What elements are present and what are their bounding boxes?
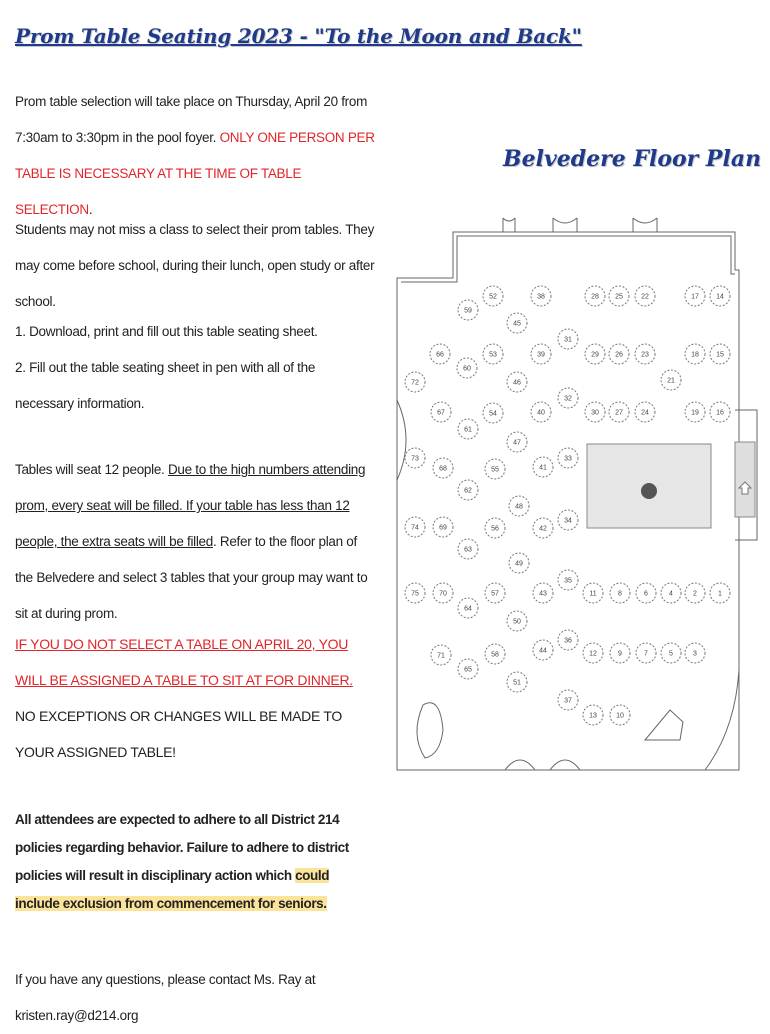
table-33 [558, 448, 578, 468]
table-7 [636, 643, 656, 663]
table-number: 54 [489, 410, 497, 418]
table-number: 63 [464, 546, 472, 554]
table-number: 27 [615, 409, 623, 417]
table-52 [483, 286, 503, 306]
table-21 [661, 370, 681, 390]
step-item: 2. Fill out the table seating sheet in pen with all of the necessary information. [15, 360, 316, 411]
table-34 [558, 510, 578, 530]
table-number: 37 [564, 697, 572, 705]
table-6 [636, 583, 656, 603]
table-number: 70 [439, 590, 447, 598]
warning-rest: NO EXCEPTIONS OR CHANGES WILL BE MADE TO YOUR ASSIGNED TABLE! [15, 708, 342, 760]
table-number: 66 [436, 351, 444, 359]
table-number: 3 [693, 650, 697, 658]
table-38 [531, 286, 551, 306]
table-number: 10 [616, 712, 624, 720]
table-25 [609, 286, 629, 306]
table-number: 1 [718, 590, 722, 598]
table-number: 31 [564, 336, 572, 344]
table-number: 72 [411, 379, 419, 387]
table-47 [507, 432, 527, 452]
table-number: 47 [513, 439, 521, 447]
table-number: 50 [513, 618, 521, 626]
table-number: 73 [411, 455, 419, 463]
table-15 [710, 344, 730, 364]
table-number: 14 [716, 293, 724, 301]
table-number: 11 [589, 590, 597, 598]
table-70 [433, 583, 453, 603]
table-64 [458, 598, 478, 618]
table-number: 62 [464, 487, 472, 495]
table-45 [507, 313, 527, 333]
table-number: 67 [437, 409, 445, 417]
table-number: 7 [644, 650, 648, 658]
table-number: 32 [564, 395, 572, 403]
table-number: 33 [564, 455, 572, 463]
table-number: 8 [618, 590, 622, 598]
table-9 [610, 643, 630, 663]
table-35 [558, 570, 578, 590]
table-71 [431, 645, 451, 665]
page-title: Prom Table Seating 2023 - "To the Moon and Back" [15, 24, 582, 48]
table-23 [635, 344, 655, 364]
table-number: 6 [644, 590, 648, 598]
table-16 [710, 402, 730, 422]
table-number: 34 [564, 517, 572, 525]
table-number: 52 [489, 293, 497, 301]
policy-paragraph [15, 806, 373, 918]
table-number: 16 [716, 409, 724, 417]
table-29 [585, 344, 605, 364]
table-number: 56 [491, 525, 499, 533]
table-number: 75 [411, 590, 419, 598]
table-74 [405, 517, 425, 537]
table-63 [458, 539, 478, 559]
table-number: 71 [437, 652, 445, 660]
table-8 [610, 583, 630, 603]
table-73 [405, 448, 425, 468]
table-number: 4 [669, 590, 673, 598]
table-number: 15 [716, 351, 724, 359]
policy-highlight: could include exclusion from commencement for seniors. [15, 868, 330, 911]
door [503, 218, 515, 232]
tables-paragraph [15, 452, 375, 632]
table-49 [509, 553, 529, 573]
table-number: 41 [539, 464, 547, 472]
table-30 [585, 402, 605, 422]
table-number: 53 [489, 351, 497, 359]
door [633, 218, 657, 232]
table-number: 42 [539, 525, 547, 533]
table-number: 40 [537, 409, 545, 417]
intro-red-note: ONLY ONE PERSON PER TABLE IS NECESSARY AT THE TIME OF TABLE SELECTION [15, 130, 375, 217]
table-58 [485, 644, 505, 664]
table-4 [661, 583, 681, 603]
table-24 [635, 402, 655, 422]
table-39 [531, 344, 551, 364]
table-number: 45 [513, 320, 521, 328]
contact-text: If you have any questions, please contact Ms. Ray at kristen.ray@d214.org [15, 972, 316, 1023]
table-number: 2 [693, 590, 697, 598]
table-50 [507, 611, 527, 631]
table-18 [685, 344, 705, 364]
table-26 [609, 344, 629, 364]
table-68 [433, 458, 453, 478]
table-37 [558, 690, 578, 710]
table-54 [483, 403, 503, 423]
table-65 [458, 659, 478, 679]
table-number: 26 [615, 351, 623, 359]
table-number: 48 [515, 503, 523, 511]
table-number: 12 [589, 650, 597, 658]
intro-paragraph [15, 84, 375, 228]
steps-list [15, 314, 375, 422]
table-number: 24 [641, 409, 649, 417]
table-53 [483, 344, 503, 364]
table-number: 21 [667, 377, 675, 385]
table-48 [509, 496, 529, 516]
table-40 [531, 402, 551, 422]
students-paragraph [15, 212, 375, 320]
table-number: 13 [589, 712, 597, 720]
table-31 [558, 329, 578, 349]
table-42 [533, 518, 553, 538]
table-number: 59 [464, 307, 472, 315]
table-44 [533, 640, 553, 660]
dj-booth [735, 442, 755, 517]
floor-plan [395, 210, 760, 775]
table-11 [583, 583, 603, 603]
table-number: 18 [691, 351, 699, 359]
table-number: 9 [618, 650, 622, 658]
table-3 [685, 643, 705, 663]
table-number: 29 [591, 351, 599, 359]
table-number: 5 [669, 650, 673, 658]
warning-red: IF YOU DO NOT SELECT A TABLE ON APRIL 20, YOU WILL BE ASSIGNED A TABLE TO SIT AT FOR DINNER. [15, 636, 353, 688]
table-number: 55 [491, 466, 499, 474]
tables-lead: Tables will seat 12 people. [15, 462, 168, 477]
table-61 [458, 419, 478, 439]
table-number: 58 [491, 651, 499, 659]
table-number: 35 [564, 577, 572, 585]
table-number: 65 [464, 666, 472, 674]
table-55 [485, 459, 505, 479]
tables-rest: . Refer to the floor plan of the Belvedere and select 3 tables that your group may want to sit at during prom. [15, 534, 368, 621]
tables-underlined: Due to the high numbers attending prom, every seat will be filled. If your table has less than 12 people, the extra seats will be filled [15, 462, 366, 549]
table-number: 44 [539, 647, 547, 655]
table-number: 30 [591, 409, 599, 417]
table-number: 60 [463, 365, 471, 373]
table-number: 28 [591, 293, 599, 301]
table-32 [558, 388, 578, 408]
table-10 [610, 705, 630, 725]
table-59 [458, 300, 478, 320]
table-number: 51 [513, 679, 521, 687]
table-number: 43 [539, 590, 547, 598]
contact-paragraph [15, 962, 375, 1034]
table-number: 46 [513, 379, 521, 387]
table-28 [585, 286, 605, 306]
table-number: 69 [439, 524, 447, 532]
table-number: 57 [491, 590, 499, 598]
table-number: 23 [641, 351, 649, 359]
table-17 [685, 286, 705, 306]
table-number: 17 [691, 293, 699, 301]
intro-text: Prom table selection will take place on Thursday, April 20 from 7:30am to 3:30pm in the pool foyer. [15, 94, 368, 145]
students-text: Students may not miss a class to select their prom tables. They may come before school, during their lunch, open study or after school. [15, 222, 375, 309]
table-number: 74 [411, 524, 419, 532]
door [553, 218, 577, 232]
table-43 [533, 583, 553, 603]
floor-plan-title: Belvedere Floor Plan [503, 146, 762, 172]
table-5 [661, 643, 681, 663]
table-number: 22 [641, 293, 649, 301]
table-13 [583, 705, 603, 725]
intro-end: . [88, 202, 93, 217]
table-36 [558, 630, 578, 650]
table-19 [685, 402, 705, 422]
table-number: 61 [464, 426, 472, 434]
warning-paragraph [15, 626, 375, 770]
table-41 [533, 457, 553, 477]
table-12 [583, 643, 603, 663]
table-2 [685, 583, 705, 603]
table-56 [485, 518, 505, 538]
table-14 [710, 286, 730, 306]
table-number: 68 [439, 465, 447, 473]
table-46 [507, 372, 527, 392]
table-number: 25 [615, 293, 623, 301]
table-69 [433, 517, 453, 537]
table-75 [405, 583, 425, 603]
table-51 [507, 672, 527, 692]
policy-text: All attendees are expected to adhere to all District 214 policies regarding behavior. Failure to adhere to district policies will result in disciplinary action which [15, 812, 349, 883]
table-67 [431, 402, 451, 422]
table-27 [609, 402, 629, 422]
table-number: 64 [464, 605, 472, 613]
table-60 [457, 358, 477, 378]
table-number: 19 [691, 409, 699, 417]
table-number: 36 [564, 637, 572, 645]
mirror-ball-icon [641, 483, 657, 499]
table-72 [405, 372, 425, 392]
table-number: 49 [515, 560, 523, 568]
table-66 [430, 344, 450, 364]
table-22 [635, 286, 655, 306]
table-57 [485, 583, 505, 603]
step-item: 1. Download, print and fill out this table seating sheet. [15, 324, 318, 339]
table-62 [458, 480, 478, 500]
table-number: 39 [537, 351, 545, 359]
table-number: 38 [537, 293, 545, 301]
table-1 [710, 583, 730, 603]
